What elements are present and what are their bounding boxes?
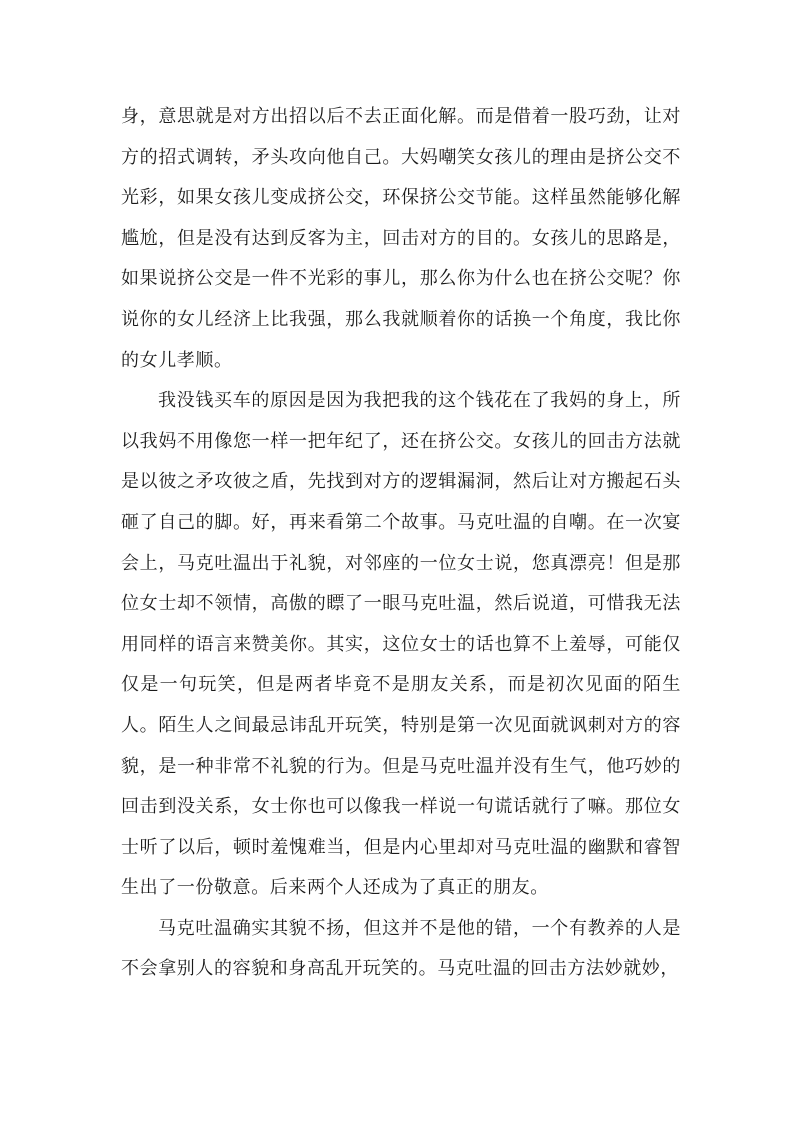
document-body	[121, 97, 681, 990]
paragraph-1: 身，意思就是对方出招以后不去正面化解。而是借着一股巧劲，让对方的招式调转，矛头攻向他自己。大妈嘲笑女孩儿的理由是挤公交不光彩，如果女孩儿变成挤公交，环保挤公交节能。这样虽然能够化解尴尬，但是没有达到反客为主，回击对方的目的。女孩儿的思路是，如果说挤公交是一件不光彩的事儿，那么你为什么也在挤公交呢？你说你的女儿经济上比我强，那么我就顺着你的话换一个角度，我比你的女儿孝顺。	[121, 106, 681, 371]
paragraph-3: 马克吐温确实其貌不扬，但这并不是他的错，一个有教养的人是不会拿别人的容貌和身高乱开玩笑的。马克吐温的回击方法妙就妙，	[121, 917, 681, 980]
paragraph-2: 我没钱买车的原因是因为我把我的这个钱花在了我妈的身上，所以我妈不用像您一样一把年纪了，还在挤公交。女孩儿的回击方法就是以彼之矛攻彼之盾，先找到对方的逻辑漏洞，然后让对方搬起石头砸了自己的脚。好，再来看第二个故事。马克吐温的自嘲。在一次宴会上，马克吐温出于礼貌，对邻座的一位女士说，您真漂亮！但是那位女士却不领情，高傲的瞟了一眼马克吐温，然后说道，可惜我无法用同样的语言来赞美你。其实，这位女士的话也算不上羞辱，可能仅仅是一句玩笑，但是两者毕竟不是朋友关系，而是初次见面的陌生人。陌生人之间最忌讳乱开玩笑，特别是第一次见面就讽刺对方的容貌，是一种非常不礼貌的行为。但是马克吐温并没有生气，他巧妙的回击到没关系，女士你也可以像我一样说一句谎话就行了嘛。那位女士听了以后，顿时羞愧难当，但是内心里却对马克吐温的幽默和睿智生出了一份敬意。后来两个人还成为了真正的朋友。	[121, 390, 681, 899]
